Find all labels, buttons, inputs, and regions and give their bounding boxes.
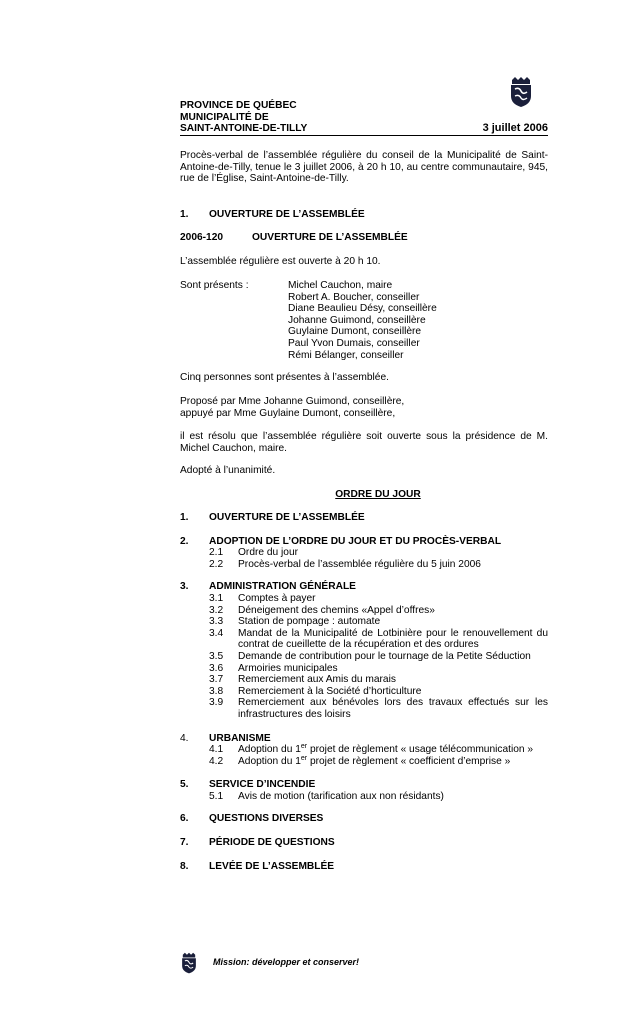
- agenda-item-number: 4.1: [209, 744, 224, 756]
- agenda-list: [180, 512, 548, 872]
- agenda-section-number: 7.: [180, 837, 189, 849]
- agenda-section: [180, 813, 548, 825]
- present-list: [288, 280, 437, 361]
- agenda-item: [180, 697, 548, 720]
- agenda-item: [180, 756, 548, 768]
- agenda-item-number: 4.2: [209, 755, 224, 767]
- agenda-section: [180, 861, 548, 873]
- agenda-section-title: PÉRIODE DE QUESTIONS: [209, 837, 335, 849]
- agenda-section: [180, 733, 548, 745]
- agenda-section-title: QUESTIONS DIVERSES: [209, 813, 324, 825]
- agenda-section: [180, 837, 548, 849]
- agenda-section-number: 6.: [180, 813, 189, 825]
- agenda-item-number: 3.8: [209, 685, 224, 697]
- agenda-item-text: Mandat de la Municipalité de Lotbinière pour le renouvellement du contrat de cueillette de la récupération et des ordures: [238, 627, 548, 651]
- agenda-section-title: SERVICE D’INCENDIE: [209, 779, 316, 791]
- agenda-item-number: 5.1: [209, 790, 224, 802]
- agenda-item: [180, 616, 548, 628]
- agenda-item-number: 2.1: [209, 547, 224, 559]
- present-label: Sont présents :: [180, 280, 249, 291]
- agenda-item: [180, 605, 548, 617]
- municipality-name: SAINT-ANTOINE-DE-TILLY: [180, 123, 308, 135]
- agenda-item-number: 3.3: [209, 616, 224, 628]
- agenda-item-number: 3.7: [209, 674, 224, 686]
- agenda-section-number: 2.: [180, 535, 189, 547]
- agenda-item-text: Armoiries municipales: [238, 662, 338, 674]
- section-number: 1.: [180, 209, 189, 220]
- agenda-item-text: Station de pompage : automate: [238, 616, 381, 628]
- agenda-section-title: LEVÉE DE L’ASSEMBLÉE: [209, 860, 335, 872]
- agenda-item: [180, 791, 548, 803]
- agenda-title: ORDRE DU JOUR: [335, 489, 421, 500]
- present-member: Johanne Guimond, conseillère: [288, 314, 426, 326]
- footer-mission: Mission: développer et conserver!: [213, 957, 360, 967]
- present-member: Robert A. Boucher, conseiller: [288, 291, 420, 303]
- agenda-item-text: Comptes à payer: [238, 592, 316, 604]
- resolution-number: 2006-120: [180, 232, 224, 243]
- agenda-section-title: URBANISME: [209, 732, 271, 744]
- section-title: OUVERTURE DE L’ASSEMBLÉE: [209, 209, 365, 220]
- agenda-item-text: Ordre du jour: [238, 547, 299, 559]
- agenda-section: [180, 512, 548, 524]
- meeting-date: 3 juillet 2006: [482, 122, 548, 135]
- agenda-item-number: 3.2: [209, 604, 224, 616]
- agenda-section-title: ADMINISTRATION GÉNÉRALE: [209, 581, 356, 593]
- resolution-title: OUVERTURE DE L’ASSEMBLÉE: [252, 232, 408, 243]
- resolution-text: il est résolu que l’assemblée régulière soit ouverte sous la présidence de M. Michel Cauchon, maire.: [180, 431, 548, 454]
- province-label: PROVINCE DE QUÉBEC: [180, 100, 297, 111]
- agenda-item: [180, 674, 548, 686]
- agenda-section-title: ADOPTION DE L’ORDRE DU JOUR ET DU PROCÈS-VERBAL: [209, 535, 502, 547]
- agenda-section: [180, 779, 548, 791]
- agenda-item: [180, 559, 548, 571]
- agenda-item-text: Procès-verbal de l’assemblée régulière du 5 juin 2006: [238, 558, 481, 570]
- agenda-section-number: 8.: [180, 860, 189, 872]
- agenda-item-text: Remerciement aux bénévoles lors des travaux effectués sur les infrastructures des loisirs: [238, 697, 548, 720]
- agenda-item: [180, 663, 548, 675]
- agenda-item-text: Avis de motion (tarification aux non résidants): [238, 790, 444, 802]
- agenda-item-text: Remerciement aux Amis du marais: [238, 674, 396, 686]
- agenda-section: [180, 581, 548, 593]
- agenda-section-number: 4.: [180, 732, 189, 744]
- proposed-by: Proposé par Mme Johanne Guimond, conseillère,: [180, 396, 405, 407]
- seconded-by: appuyé par Mme Guylaine Dumont, conseillère,: [180, 408, 396, 419]
- agenda-item-number: 3.4: [209, 627, 224, 639]
- agenda-section-number: 3.: [180, 581, 189, 593]
- agenda-section-number: 1.: [180, 512, 189, 523]
- agenda-section-title: OUVERTURE DE L’ASSEMBLÉE: [209, 512, 365, 523]
- agenda-item-number: 3.6: [209, 662, 224, 674]
- document-header: [180, 100, 548, 136]
- municipality-label: MUNICIPALITÉ DE: [180, 111, 269, 123]
- agenda-item: [180, 651, 548, 663]
- agenda-item-number: 3.1: [209, 592, 224, 604]
- agenda-section-number: 5.: [180, 779, 189, 791]
- section-heading: [180, 209, 548, 221]
- agenda-item-number: 3.9: [209, 697, 224, 709]
- intro-paragraph: Procès-verbal de l’assemblée régulière du conseil de la Municipalité de Saint-Antoine-de-Tilly, tenue le 3 juillet 2006, à 20 h 10, au centre communautaire, 945, rue de l’Église, Saint-Antoine-de-Tilly.: [180, 150, 548, 185]
- agenda-item-text: Demande de contribution pour le tournage de la Petite Séduction: [238, 650, 531, 662]
- agenda-item: [180, 547, 548, 559]
- adoption-text: Adopté à l’unanimité.: [180, 465, 276, 476]
- present-member: Guylaine Dumont, conseillère: [288, 326, 422, 338]
- coat-of-arms-icon: [180, 952, 198, 974]
- agenda-section: [180, 536, 548, 548]
- agenda-item: [180, 686, 548, 698]
- opening-text: L’assemblée régulière est ouverte à 20 h 10.: [180, 256, 381, 267]
- resolution-heading: [180, 232, 548, 244]
- agenda-item: [180, 628, 548, 651]
- agenda-item: [180, 593, 548, 605]
- agenda-item-number: 2.2: [209, 558, 224, 570]
- present-member: Paul Yvon Dumais, conseiller: [288, 337, 420, 349]
- agenda-item: [180, 744, 548, 756]
- agenda-item-text: Déneigement des chemins «Appel d’offres»: [238, 604, 435, 616]
- agenda-item-text: Adoption du 1er projet de règlement « usage télécommunication »: [238, 743, 534, 756]
- agenda-item-number: 3.5: [209, 650, 224, 662]
- present-member: Rémi Bélanger, conseiller: [288, 349, 404, 361]
- present-member: Michel Cauchon, maire: [288, 280, 393, 291]
- agenda-item-text: Remerciement à la Société d’horticulture: [238, 685, 422, 697]
- attendance-text: Cinq personnes sont présentes à l’assemblée.: [180, 372, 389, 383]
- agenda-item-text: Adoption du 1er projet de règlement « coefficient d’emprise »: [238, 754, 511, 767]
- present-member: Diane Beaulieu Désy, conseillère: [288, 303, 437, 315]
